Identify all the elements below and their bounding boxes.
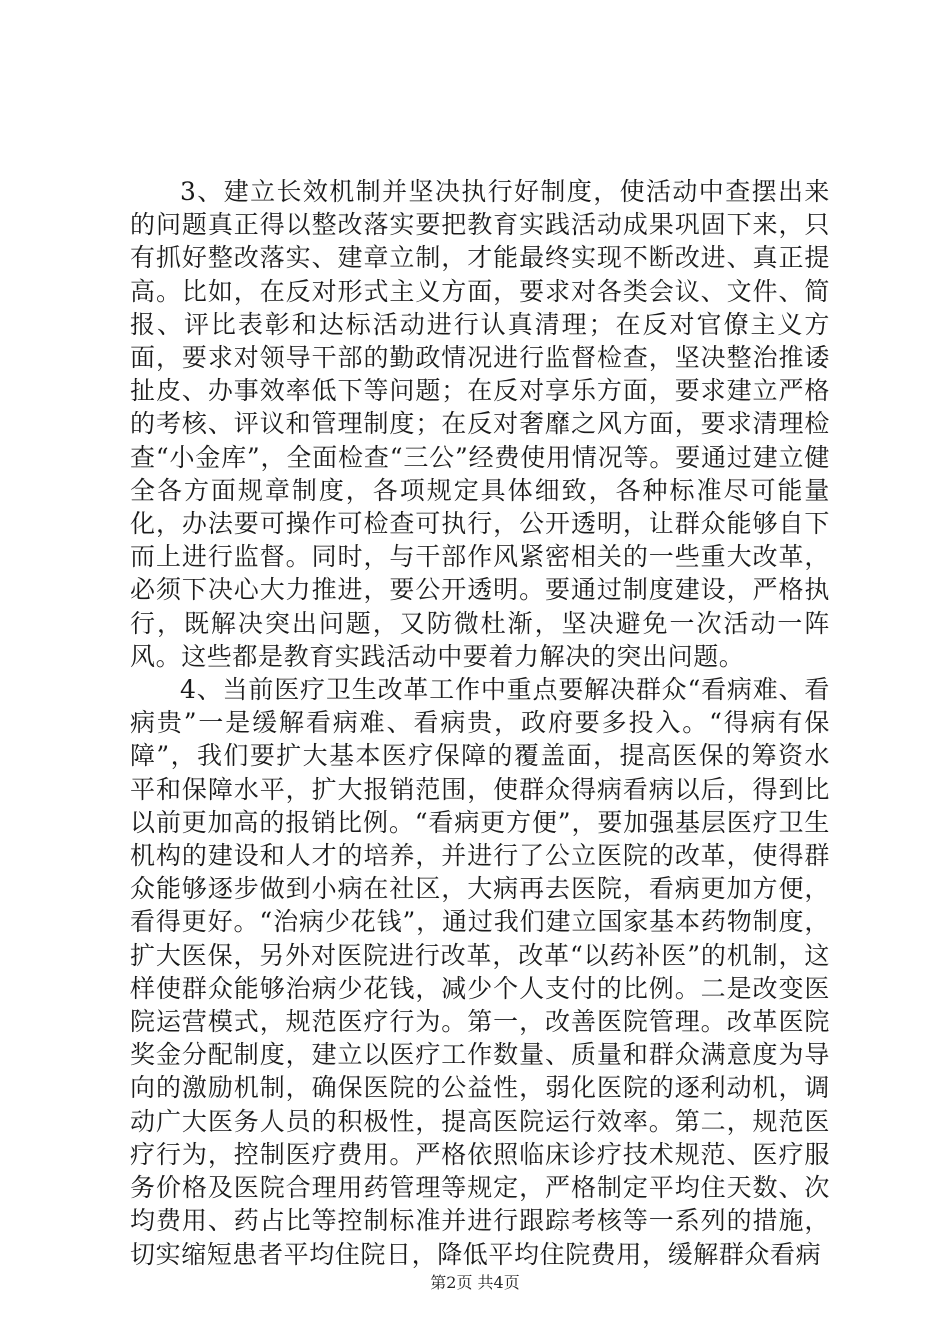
page-number-footer: 第2页 共4页 (430, 1273, 520, 1292)
paragraph-3: 3、建立长效机制并坚决执行好制度，使活动中查摆出来的问题真正得以整改落实要把教育实践活动成果巩固下来，只有抓好整改落实、建章立制，才能最终实现不断改进、真正提高。比如，在反对形式主义方面，要求对各类会议、文件、简报、评比表彰和达标活动进行认真清理；在反对官僚主义方面，要求对领导干部的勤政情况进行监督检查，坚决整治推诿扯皮、办事效率低下等问题；在反对享乐方面，要求建立严格的考核、评议和管理制度；在反对奢靡之风方面，要求清理检查“小金库”，全面检查“三公”经费使用情况等。要通过建立健全各方面规章制度，各项规定具体细致，各种标准尽可能量化，办法要可操作可检查可执行，公开透明，让群众能够自下而上进行监督。同时，与干部作风紧密相关的一些重大改革，必须下决心大力推进，要公开透明。要通过制度建设，严格执行，既解决突出问题，又防微杜渐，坚决避免一次活动一阵风。这些都是教育实践活动中要着力解决的突出问题。 (130, 177, 830, 671)
document-body (130, 175, 830, 1271)
paragraph-4: 4、当前医疗卫生改革工作中重点要解决群众“看病难、看病贵”一是缓解看病难、看病贵，政府要多投入。“得病有保障”，我们要扩大基本医疗保障的覆盖面，提高医保的筹资水平和保障水平，扩大报销范围，使群众得病看病以后，得到比以前更加高的报销比例。“看病更方便”，要加强基层医疗卫生机构的建设和人才的培养，并进行了公立医院的改革，使得群众能够逐步做到小病在社区，大病再去医院，看病更加方便，看得更好。“治病少花钱”，通过我们建立国家基本药物制度，扩大医保，另外对医院进行改革，改革“以药补医”的机制，这样使群众能够治病少花钱，减少个人支付的比例。二是改变医院运营模式，规范医疗行为。第一，改善医院管理。改革医院奖金分配制度，建立以医疗工作数量、质量和群众满意度为导向的激励机制，确保医院的公益性，弱化医院的逐利动机，调动广大医务人员的积极性，提高医院运行效率。第二，规范医疗行为，控制医疗费用。严格依照临床诊疗技术规范、医疗服务价格及医院合理用药管理等规定，严格制定平均住天数、次均费用、药占比等控制标准并进行跟踪考核等一系列的措施，切实缩短患者平均住院日，降低平均住院费用，缓解群众看病 (130, 675, 830, 1269)
